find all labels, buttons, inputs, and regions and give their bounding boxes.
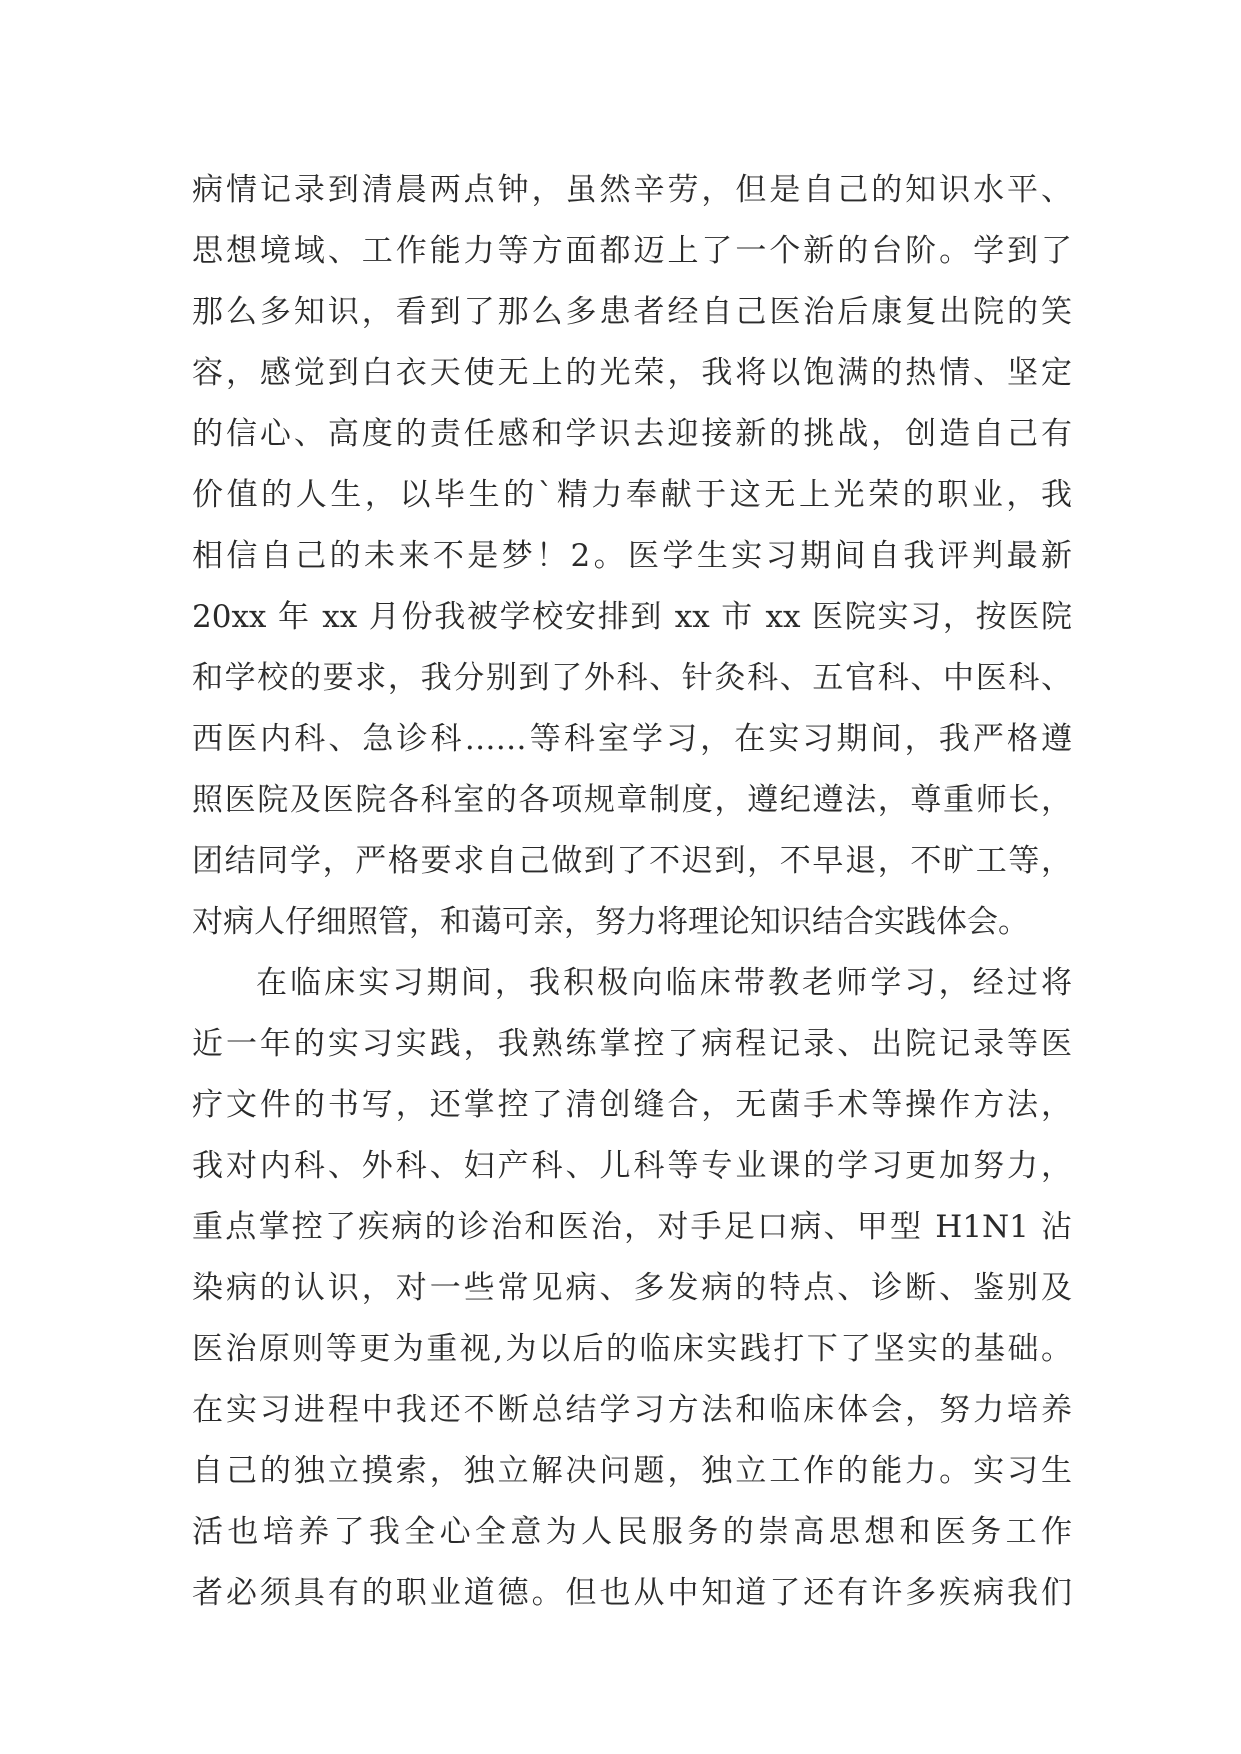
text-line: 容，感觉到白衣天使无上的光荣，我将以饱满的热情、坚定 xyxy=(192,355,1072,391)
body-text xyxy=(192,160,1072,1624)
text-line: 思想境域、工作能力等方面都迈上了一个新的台阶。学到了 xyxy=(192,233,1072,269)
text-line: 20xx 年 xx 月份我被学校安排到 xx 市 xx 医院实习，按医院 xyxy=(192,599,1072,635)
text-line: 我对内科、外科、妇产科、儿科等专业课的学习更加努力， xyxy=(192,1148,1072,1184)
text-line: 团结同学，严格要求自己做到了不迟到，不早退，不旷工等， xyxy=(192,843,1072,879)
paragraph-first-line: 在临床实习期间，我积极向临床带教老师学习，经过将 xyxy=(256,965,1072,1001)
text-line: 者必须具有的职业道德。但也从中知道了还有许多疾病我们 xyxy=(192,1575,1072,1611)
text-line: 染病的认识，对一些常见病、多发病的特点、诊断、鉴别及 xyxy=(192,1270,1072,1306)
text-line: 照医院及医院各科室的各项规章制度，遵纪遵法，尊重师长， xyxy=(192,782,1072,818)
text-line: 在实习进程中我还不断总结学习方法和临床体会，努力培养 xyxy=(192,1392,1072,1428)
text-line: 近一年的实习实践，我熟练掌控了病程记录、出院记录等医 xyxy=(192,1026,1072,1062)
text-line: 病情记录到清晨两点钟，虽然辛劳，但是自己的知识水平、 xyxy=(192,172,1072,208)
text-line: 价值的人生，以毕生的`精力奉献于这无上光荣的职业，我 xyxy=(192,477,1072,513)
text-line: 和学校的要求，我分别到了外科、针灸科、五官科、中医科、 xyxy=(192,660,1072,696)
text-line: 疗文件的书写，还掌控了清创缝合，无菌手术等操作方法， xyxy=(192,1087,1072,1123)
text-line: 的信心、高度的责任感和学识去迎接新的挑战，创造自己有 xyxy=(192,416,1072,452)
text-line: 西医内科、急诊科……等科室学习，在实习期间，我严格遵 xyxy=(192,721,1072,757)
text-line: 医治原则等更为重视,为以后的临床实践打下了坚实的基础。 xyxy=(192,1331,1072,1367)
text-line: 对病人仔细照管，和蔼可亲，努力将理论知识结合实践体会。 xyxy=(192,904,1029,940)
text-line: 那么多知识，看到了那么多患者经自己医治后康复出院的笑 xyxy=(192,294,1072,330)
text-line: 重点掌控了疾病的诊治和医治，对手足口病、甲型 H1N1 沾 xyxy=(192,1209,1072,1245)
text-line: 相信自己的未来不是梦！2。医学生实习期间自我评判最新 xyxy=(192,538,1072,574)
text-line: 自己的独立摸索，独立解决问题，独立工作的能力。实习生 xyxy=(192,1453,1072,1489)
text-line: 活也培养了我全心全意为人民服务的崇高思想和医务工作 xyxy=(192,1514,1072,1550)
